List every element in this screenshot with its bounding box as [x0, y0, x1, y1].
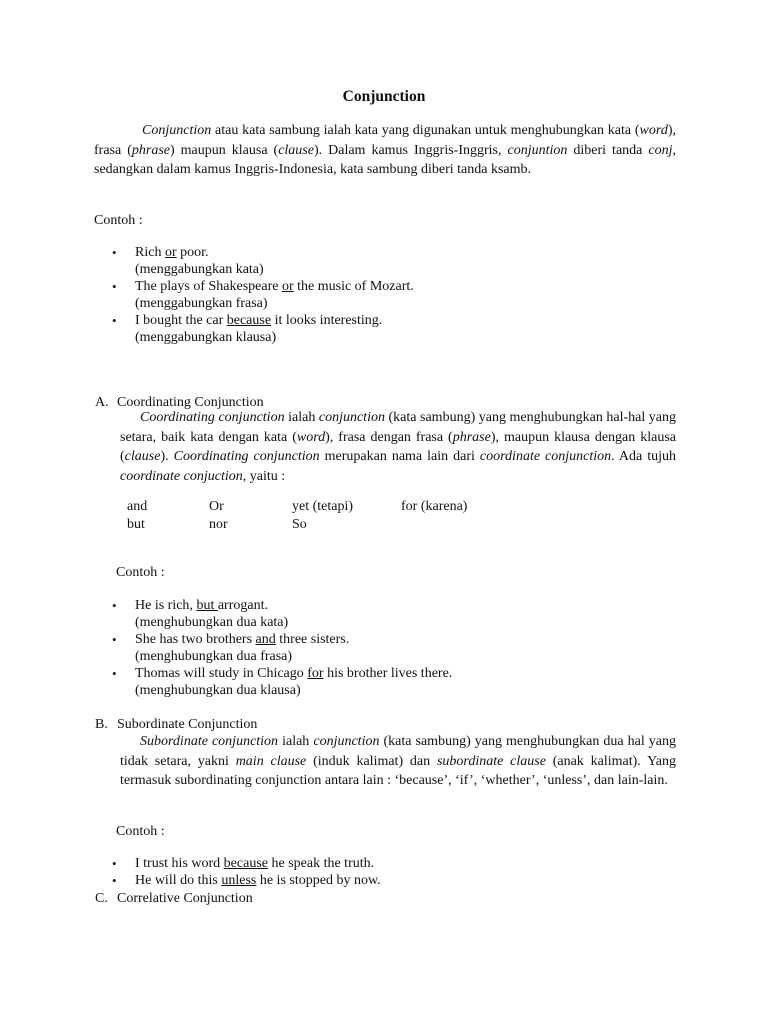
- section-b-heading: [95, 716, 257, 733]
- term: subordinate clause: [436, 753, 546, 769]
- example-note: (menghubungkan dua klausa): [135, 683, 301, 698]
- list-item: [112, 244, 414, 278]
- intro-term: clause: [278, 142, 314, 158]
- term: conjunction: [318, 410, 385, 425]
- section-b-paragraph: [120, 732, 676, 791]
- table-cell: So: [292, 517, 307, 532]
- section-heading-text: Coordinating Conjunction: [117, 395, 264, 410]
- intro-text: atau kata sambung ialah kata yang digunakan untuk menghubungkan kata (: [211, 123, 640, 138]
- intro-text: ). Dalam kamus Inggris-Inggris,: [313, 142, 508, 158]
- section-a-paragraph: [120, 408, 676, 486]
- text: ), maupun klausa dengan klausa (: [120, 429, 676, 464]
- example-note: (menghubungkan dua kata): [135, 615, 289, 630]
- example-text: poor.: [176, 245, 209, 260]
- text: ialah: [278, 734, 314, 749]
- list-item: [112, 278, 414, 312]
- text: ialah: [284, 410, 319, 425]
- example-text: The plays of Shakespeare: [135, 279, 282, 294]
- contoh-label: Contoh :: [116, 565, 165, 580]
- intro-paragraph: [94, 121, 676, 180]
- example-text: he is stopped by now.: [256, 873, 381, 888]
- term: phrase: [452, 429, 491, 445]
- term: coordinate conjuction: [120, 468, 243, 484]
- example-text: it looks interesting.: [271, 313, 383, 328]
- example-text: three sisters.: [275, 632, 350, 647]
- intro-text: , sedangkan dalam kamus Inggris-Indonesia, kata sambung diberi tanda ksamb.: [94, 142, 676, 177]
- intro-term: conjuntion: [507, 142, 568, 158]
- example-note: (menghubungkan dua frasa): [135, 649, 293, 664]
- intro-term: word: [639, 123, 668, 138]
- text: (kata sambung) yang menghubungkan hal-hal yang setara, baik kata dengan kata (: [120, 410, 676, 445]
- intro-text: ) maupun klausa (: [170, 142, 279, 158]
- list-item: [112, 631, 452, 665]
- term: Coordinating conjunction: [140, 410, 285, 425]
- list-item: [112, 597, 452, 631]
- table-cell: for (karena): [401, 499, 468, 514]
- intro-text: diberi tanda: [567, 142, 649, 158]
- term: Coordinating conjunction: [173, 449, 320, 464]
- text: , yaitu :: [242, 468, 286, 484]
- section-c-heading: [95, 890, 253, 907]
- example-text: I bought the car: [135, 313, 227, 328]
- term: coordinate conjunction: [479, 449, 612, 464]
- term: clause: [124, 449, 161, 464]
- example-conjunction: unless: [221, 873, 257, 888]
- table-cell: but: [127, 517, 145, 532]
- list-item: [112, 312, 414, 346]
- section-letter: A.: [95, 395, 109, 410]
- table-cell: nor: [209, 517, 228, 532]
- page-title: Conjunction: [342, 88, 426, 105]
- example-text: She has two brothers: [135, 632, 256, 647]
- intro-term: conj: [648, 142, 673, 158]
- text: (anak kalimat). Yang termasuk subordinating conjunction antara lain : ‘because’, ‘if’, ‘whether’, ‘unless’, dan lain-lain.: [120, 753, 676, 788]
- section-heading-text: Correlative Conjunction: [117, 891, 253, 906]
- example-conjunction: for: [307, 666, 324, 681]
- section-letter: B.: [95, 717, 108, 732]
- table-cell: and: [127, 499, 148, 514]
- example-text: Thomas will study in Chicago: [135, 666, 308, 681]
- intro-text: ), frasa (: [94, 123, 676, 158]
- section-letter: C.: [95, 891, 108, 906]
- text: ), frasa dengan frasa (: [325, 429, 453, 445]
- contoh-label: Contoh :: [94, 213, 143, 228]
- text: merupakan nama lain dari: [319, 449, 480, 464]
- example-text: I trust his word: [135, 856, 224, 871]
- term: main clause: [235, 753, 307, 769]
- text: . Ada tujuh: [611, 449, 676, 464]
- example-note: (menggabungkan frasa): [135, 296, 268, 311]
- term: word: [296, 429, 326, 445]
- example-text: Rich: [135, 245, 165, 260]
- section-heading-text: Subordinate Conjunction: [117, 717, 258, 732]
- example-conjunction: because: [226, 313, 272, 328]
- example-text: He is rich,: [135, 598, 197, 613]
- section-a-example-list: [112, 597, 452, 699]
- example-conjunction: but: [196, 598, 218, 613]
- term: Subordinate conjunction: [140, 734, 279, 749]
- example-text: arrogant.: [217, 598, 268, 613]
- intro-example-list: [112, 244, 414, 346]
- table-cell: yet (tetapi): [292, 499, 354, 514]
- example-text: He will do this: [135, 873, 222, 888]
- term: conjunction: [313, 734, 380, 749]
- example-conjunction: or: [281, 279, 294, 294]
- contoh-label: Contoh :: [116, 824, 165, 839]
- text: (induk kalimat) dan: [306, 753, 437, 769]
- example-note: (menggabungkan kata): [135, 262, 264, 277]
- table-cell: Or: [209, 499, 224, 514]
- example-note: (menggabungkan klausa): [135, 330, 277, 345]
- example-conjunction: and: [255, 632, 276, 647]
- text: ).: [160, 449, 174, 464]
- list-item: [112, 665, 452, 699]
- example-text: the music of Mozart.: [293, 279, 414, 294]
- intro-term: phrase: [131, 142, 170, 158]
- example-text: he speak the truth.: [267, 856, 375, 871]
- example-conjunction: or: [164, 245, 177, 260]
- section-b-example-list: [112, 855, 381, 889]
- example-text: his brother lives there.: [323, 666, 453, 681]
- list-item: [112, 872, 381, 889]
- intro-term: Conjunction: [142, 123, 212, 138]
- list-item: [112, 855, 381, 872]
- text: (kata sambung) yang menghubungkan dua hal yang tidak setara, yakni: [120, 734, 676, 769]
- example-conjunction: because: [223, 856, 268, 871]
